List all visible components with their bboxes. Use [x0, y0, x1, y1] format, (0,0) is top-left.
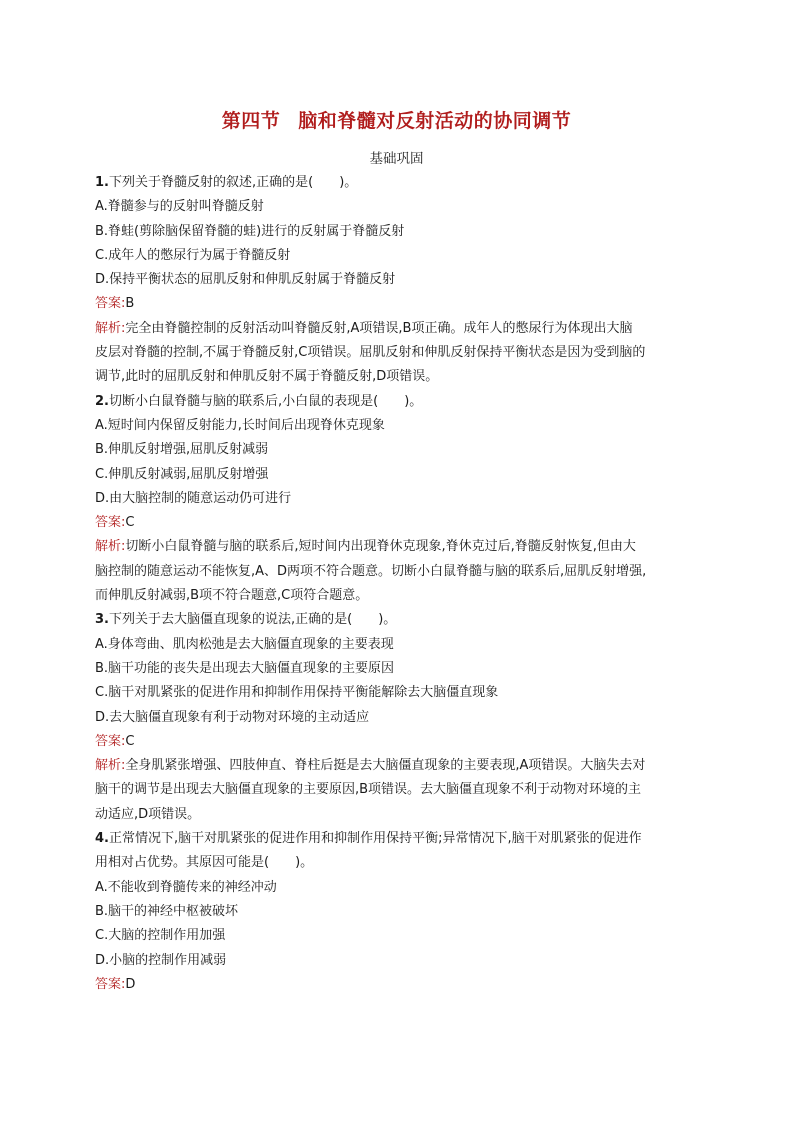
question-3: [95, 608, 698, 827]
answer-value: C: [125, 515, 135, 531]
option-d: D.去大脑僵直现象有利于动物对环境的主动适应: [95, 709, 370, 725]
option-c: C.脑干对肌紧张的促进作用和抑制作用保持平衡能解除去大脑僵直现象: [95, 685, 499, 701]
option-a: A.短时间内保留反射能力,长时间后出现脊休克现象: [95, 417, 385, 433]
question-number: 1.: [95, 175, 109, 190]
question-stem-continued: 用相对占优势。其原因可能是( )。: [95, 855, 314, 871]
explanation-line-2: 皮层对脊髓的控制,不属于脊髓反射,C项错误。屈肌反射和伸肌反射保持平衡状态是因为受到脑的: [95, 345, 646, 361]
answer-label: 答案:: [95, 733, 126, 749]
question-number: 2.: [95, 393, 109, 409]
option-c: C.成年人的憋尿行为属于脊髓反射: [95, 247, 291, 263]
question-stem: [95, 827, 698, 851]
explanation-line-2: 脑控制的随意运动不能恢复,A、D两项不符合题意。切断小白鼠脊髓与脑的联系后,屈肌反射增强,: [95, 563, 647, 579]
option-b: B.脑干的神经中枢被破坏: [95, 903, 239, 919]
explanation-label: 解析:: [95, 539, 126, 555]
option-c: C.大脑的控制作用加强: [95, 928, 226, 944]
answer: [95, 973, 698, 997]
answer: [95, 511, 698, 535]
option-a: A.身体弯曲、肌肉松弛是去大脑僵直现象的主要表现: [95, 636, 394, 652]
answer-label: 答案:: [95, 296, 126, 312]
option-a: A.不能收到脊髓传来的神经冲动: [95, 879, 277, 895]
answer-label: 答案:: [95, 515, 126, 531]
section-subtitle: 基础巩固: [369, 151, 424, 167]
explanation-text: 全身肌紧张增强、四肢伸直、脊柱后挺是去大脑僵直现象的主要表现,A项错误。大脑失去对: [125, 758, 646, 774]
answer-value: B: [125, 296, 135, 312]
option-b: B.脑干功能的丧失是出现去大脑僵直现象的主要原因: [95, 660, 395, 676]
explanation-line-3: 调节,此时的屈肌反射和伸肌反射不属于脊髓反射,D项错误。: [95, 369, 439, 385]
question-stem: [95, 390, 698, 414]
question-stem: [95, 171, 698, 195]
question-1: [95, 171, 698, 390]
explanation-line-2: 脑干的调节是出现去大脑僵直现象的主要原因,B项错误。去大脑僵直现象不利于动物对环境的主: [95, 782, 642, 798]
question-stem: [95, 608, 698, 632]
option-a: A.脊髓参与的反射叫脊髓反射: [95, 199, 264, 215]
question-number: 3.: [95, 612, 109, 628]
option-d: D.由大脑控制的随意运动仍可进行: [95, 490, 292, 506]
explanation-label: 解析:: [95, 758, 126, 774]
explanation-label: 解析:: [95, 320, 126, 336]
question-text: 正常情况下,脑干对肌紧张的促进作用和抑制作用保持平衡;异常情况下,脑干对肌紧张的促进作: [108, 831, 642, 847]
answer: [95, 730, 698, 754]
option-d: D.小脑的控制作用减弱: [95, 952, 227, 968]
question-number: 4.: [95, 831, 109, 847]
answer: [95, 292, 698, 316]
option-d: D.保持平衡状态的屈肌反射和伸肌反射属于脊髓反射: [95, 272, 396, 288]
question-4: [95, 827, 698, 997]
explanation-text: 切断小白鼠脊髓与脑的联系后,短时间内出现脊休克现象,脊休克过后,脊髓反射恢复,但由大: [125, 539, 636, 555]
explanation-line-1: [95, 317, 698, 341]
option-b: B.脊蛙(剪除脑保留脊髓的蛙)进行的反射属于脊髓反射: [95, 223, 405, 239]
answer-value: D: [125, 976, 136, 992]
explanation-line-1: [95, 535, 698, 559]
question-2: [95, 390, 698, 609]
question-text: 下列关于去大脑僵直现象的说法,正确的是( )。: [108, 612, 397, 628]
explanation-line-3: 动适应,D项错误。: [95, 806, 201, 822]
answer-value: C: [125, 733, 135, 749]
title-section-number: 第四节: [221, 110, 281, 132]
answer-label: 答案:: [95, 976, 126, 992]
page-title: [95, 106, 698, 133]
explanation-line-1: [95, 754, 698, 778]
question-text: 切断小白鼠脊髓与脑的联系后,小白鼠的表现是( )。: [108, 393, 423, 409]
explanation-text: 完全由脊髓控制的反射活动叫脊髓反射,A项错误,B项正确。成年人的憋尿行为体现出大脑: [125, 320, 633, 336]
question-text: 下列关于脊髓反射的叙述,正确的是( )。: [108, 175, 358, 190]
explanation-line-3: 而伸肌反射减弱,B项不符合题意,C项符合题意。: [95, 588, 369, 604]
option-b: B.伸肌反射增强,屈肌反射减弱: [95, 442, 269, 458]
option-c: C.伸肌反射减弱,屈肌反射增强: [95, 466, 269, 482]
title-section-name: 脑和脊髓对反射活动的协同调节: [298, 110, 572, 132]
